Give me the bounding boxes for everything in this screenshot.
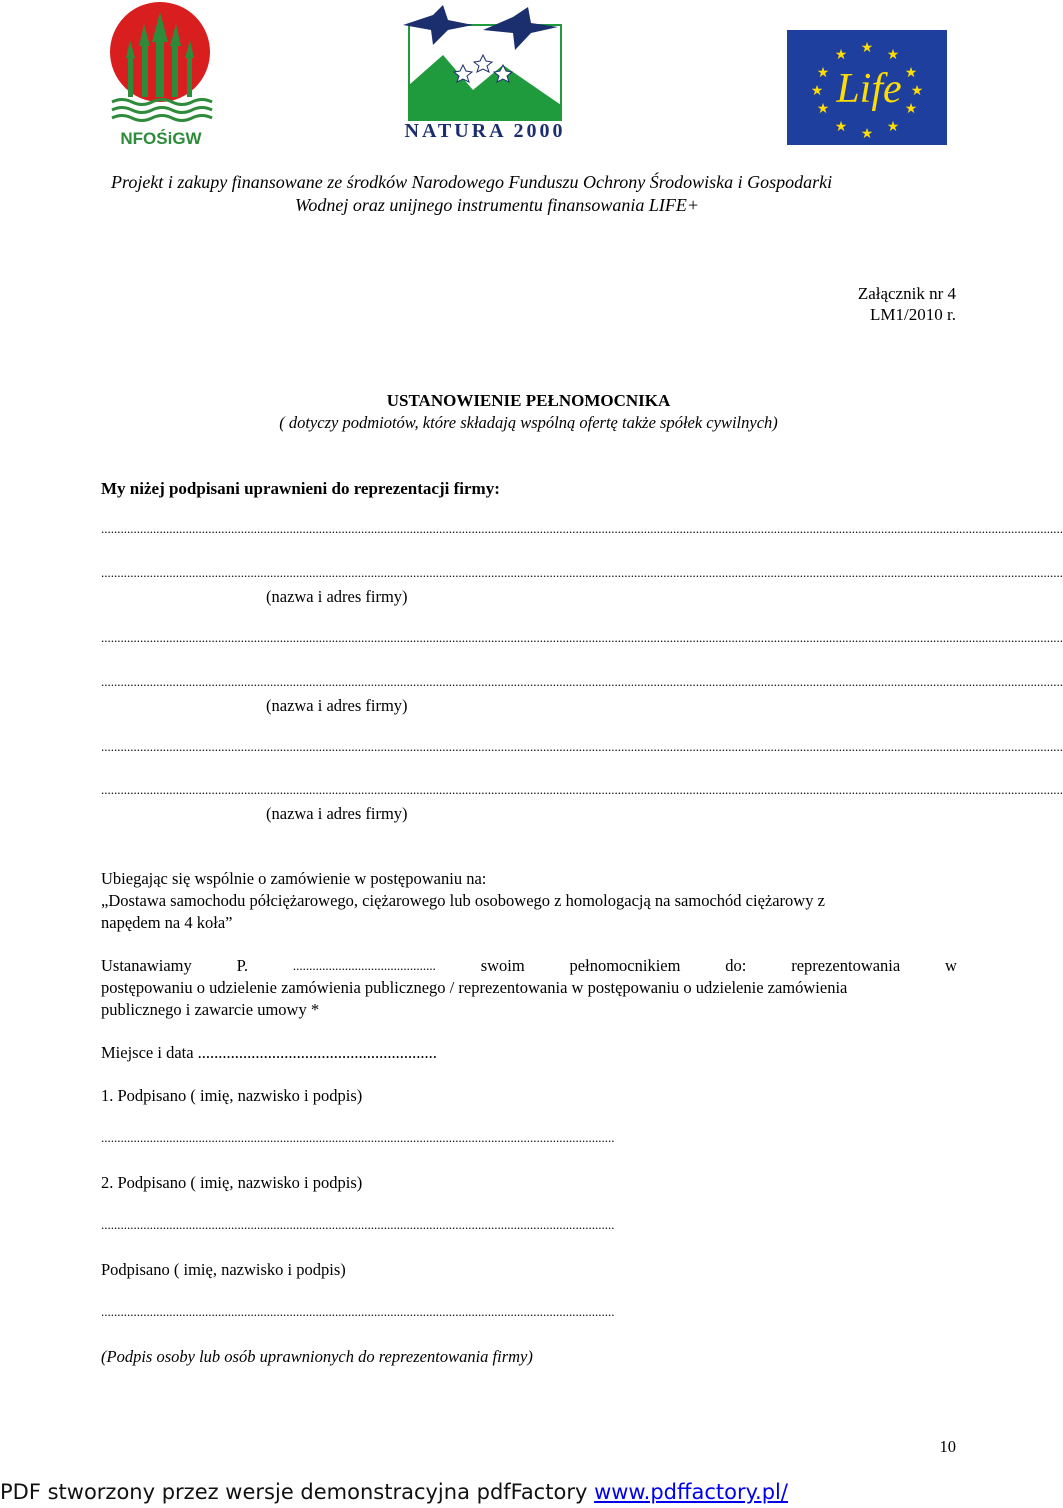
eu-life-logo — [787, 30, 947, 145]
firm-1-line-1: ........................................................................................................................................................................................................................................................................................................ — [101, 521, 1063, 536]
header-line-1: Projekt i zakupy finansowane ze środków Narodowego Funduszu Ochrony Środowiska i Gospodarki — [111, 172, 833, 192]
svg-text:★: ★ — [904, 66, 918, 81]
svg-text:★: ★ — [816, 66, 830, 81]
appoint-word-5: pełnomocnikiem — [569, 956, 681, 975]
appoint-word-6: do: — [725, 956, 747, 975]
appoint-word-1: Ustanawiamy — [101, 956, 192, 975]
annex-reference: LM1/2010 r. — [870, 305, 956, 324]
firm-1-label: (nazwa i adres firmy) — [266, 587, 408, 606]
document-subtitle: ( dotyczy podmiotów, które składają wspólną ofertę także spółek cywilnych) — [279, 413, 778, 432]
svg-text:★: ★ — [910, 84, 924, 99]
svg-text:★: ★ — [904, 102, 918, 117]
firm-3-label: (nazwa i adres firmy) — [266, 804, 408, 823]
natura-logo-text: NATURA 2000 — [404, 120, 566, 142]
natura-birds-icon — [403, 5, 565, 142]
svg-text:★: ★ — [886, 48, 900, 63]
signature-2-label: 2. Podpisano ( imię, nazwisko i podpis) — [101, 1173, 363, 1192]
signature-3-line: .............................................................................................................................................................. — [101, 1304, 615, 1319]
signature-2-line: .............................................................................................................................................................. — [101, 1217, 615, 1232]
firm-2-line-1: ........................................................................................................................................................................................................................................................................................................ — [101, 630, 1063, 645]
bid-intro: Ubiegając się wspólnie o zamówienie w postępowaniu na: — [101, 869, 487, 888]
annex-number: Załącznik nr 4 — [857, 284, 956, 303]
appoint-word-2: P. — [236, 956, 249, 975]
firm-2-label: (nazwa i adres firmy) — [266, 696, 408, 715]
signature-3-label: Podpisano ( imię, nazwisko i podpis) — [101, 1260, 346, 1279]
appoint-word-7: reprezentowania — [791, 956, 901, 975]
firm-3-line-2: ........................................................................................................................................................................................................................................................................................................ — [101, 782, 1063, 797]
appoint-word-4: swoim — [480, 956, 525, 975]
pdf-footer — [0, 1480, 788, 1504]
appoint-dots: ............................................ — [292, 958, 436, 973]
appoint-line-3: publicznego i zawarcie umowy * — [101, 1000, 320, 1019]
header-line-2: Wodnej oraz unijnego instrumentu finansowania LIFE+ — [295, 195, 699, 215]
intro-text: My niżej podpisani uprawnieni do reprezentacji firmy: — [101, 479, 500, 498]
svg-text:★: ★ — [816, 102, 830, 117]
svg-text:★: ★ — [834, 120, 848, 135]
appoint-line-1 — [101, 955, 957, 976]
appoint-word-8: w — [945, 956, 957, 975]
signature-1-line: .............................................................................................................................................................. — [101, 1130, 615, 1145]
firm-1-line-2: ........................................................................................................................................................................................................................................................................................................ — [101, 565, 1063, 580]
svg-text:★: ★ — [860, 41, 874, 56]
natura-2000-logo — [403, 5, 565, 142]
document-title: USTANOWIENIE PEŁNOMOCNIKA — [386, 391, 671, 410]
nfosigw-logo — [108, 2, 214, 147]
eu-flag-icon — [787, 30, 947, 145]
pdffactory-link[interactable]: www.pdffactory.pl/ — [594, 1480, 788, 1504]
svg-text:★: ★ — [886, 120, 900, 135]
nfosigw-logo-text: NFOŚiGW — [120, 129, 202, 148]
appoint-line-2: postępowaniu o udzielenie zamówienia publicznego / reprezentowania w postępowaniu o udzielenie zamówienia — [101, 978, 848, 997]
firm-2-line-2: ........................................................................................................................................................................................................................................................................................................ — [101, 674, 1063, 689]
pdf-footer-text: PDF stworzony przez wersje demonstracyjna pdfFactory — [0, 1480, 595, 1504]
place-and-date: Miejsce i data .......................................................... — [101, 1043, 437, 1062]
signature-footnote: (Podpis osoby lub osób uprawnionych do reprezentowania firmy) — [101, 1347, 533, 1366]
bid-subject-line-2: napędem na 4 koła” — [101, 913, 233, 932]
firm-3-line-1: ........................................................................................................................................................................................................................................................................................................ — [101, 739, 1063, 754]
nfosigw-emblem-icon — [108, 2, 214, 147]
svg-text:★: ★ — [810, 84, 824, 99]
life-logo-text: Life — [836, 66, 902, 112]
signature-1-label: 1. Podpisano ( imię, nazwisko i podpis) — [101, 1086, 363, 1105]
page-number: 10 — [939, 1437, 956, 1456]
svg-text:★: ★ — [834, 48, 848, 63]
svg-text:★: ★ — [860, 127, 874, 142]
bid-subject-line-1: „Dostawa samochodu półciężarowego, ciężarowego lub osobowego z homologacją na samochód ciężarowy z — [101, 891, 825, 910]
